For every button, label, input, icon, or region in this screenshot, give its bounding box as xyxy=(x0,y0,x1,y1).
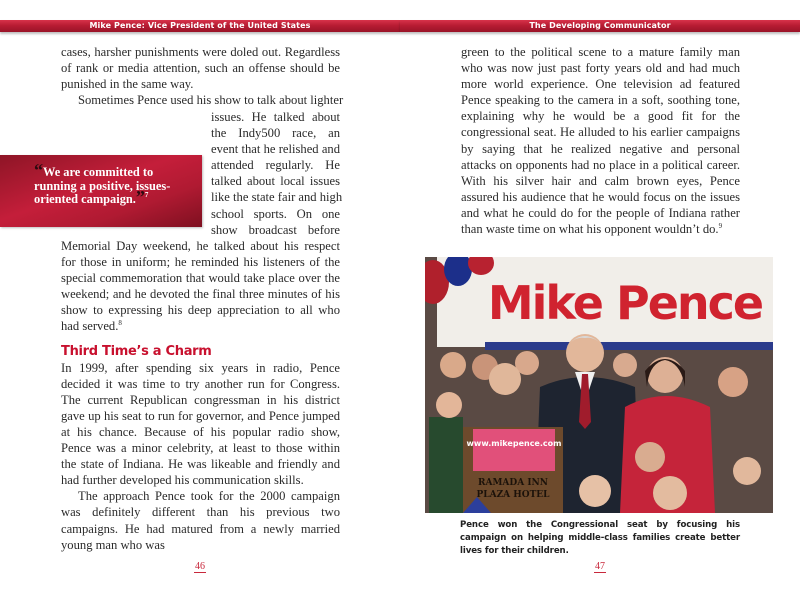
page-number-right xyxy=(400,561,800,572)
person-head xyxy=(440,352,466,378)
child-head xyxy=(733,457,761,485)
child-head xyxy=(653,476,687,510)
right-page xyxy=(400,0,800,600)
wrap-line: issues. He talked about xyxy=(211,110,340,124)
body-text-continuation xyxy=(61,238,340,553)
footnote-ref-8: 8 xyxy=(118,319,122,328)
pull-quote-footnote: 7 xyxy=(144,191,149,200)
paragraph: In 1999, after spending six years in radio, Pence decided it was time to try another run for Congress. The current Republican congressman in his district gave up his seat to run for governor, and Pence jumped at his chance. Because of his popular radio show, Pence was a minor celebrity, at least to those within the state of Indiana. He was likeable and friendly and had further developed his communication skills. xyxy=(61,360,340,488)
person-head xyxy=(613,353,637,377)
podium-sign xyxy=(473,429,555,471)
wrap-line: talked about local issues xyxy=(211,174,340,189)
wrap-line: the Indy500 race, an xyxy=(211,126,340,141)
running-head-left: Mike Pence: Vice President of the United States xyxy=(0,20,400,32)
wrapped-text-column xyxy=(211,109,343,238)
banner-stripe xyxy=(485,342,773,350)
close-quote-mark: ” xyxy=(135,187,145,208)
campaign-photo-illustration xyxy=(425,257,773,513)
open-quote-mark: “ xyxy=(34,160,43,180)
wrap-line: show broadcast before xyxy=(211,222,340,237)
person-head xyxy=(647,357,683,393)
paragraph: cases, harsher punishments were doled out. Regardless of rank or media attention, such an offense should be punished in the same way. xyxy=(61,45,340,92)
paragraph-text: Memorial Day weekend, he talked about his respect for those in uniform; he reminded his listeners of the special commemoration that would take place over the weekend; and he devoted the final three minutes of his show to expressing his deep appreciation to all who had served. xyxy=(61,239,340,334)
photo-caption: Pence won the Congressional seat by focusing his campaign on helping middle-class families create better lives for their children. xyxy=(460,520,740,556)
green-sweater xyxy=(429,417,463,513)
page-number-left xyxy=(0,561,400,572)
wrap-line: attended regularly. He xyxy=(211,158,340,173)
pull-quote-text: We are committed to running a positive, issues-oriented campaign. xyxy=(34,165,171,207)
wrap-intro: Sometimes Pence used his show to talk about lighter xyxy=(78,93,344,108)
wrap-line: school sports. On one xyxy=(211,206,340,221)
paragraph: The approach Pence took for the 2000 campaign was definitely different than his previous two campaigns. He had matured from a newly married young man who was xyxy=(61,489,340,552)
person-head xyxy=(718,367,748,397)
child-head xyxy=(579,475,611,507)
page-number-text: 46 xyxy=(195,561,205,572)
section-heading: Third Time’s a Charm xyxy=(61,343,212,359)
child-head xyxy=(436,392,462,418)
paragraph xyxy=(61,238,340,335)
wrap-line: event that he relished and xyxy=(211,142,340,157)
footnote-ref-9: 9 xyxy=(718,222,723,231)
paragraph xyxy=(461,44,740,237)
page-number-text: 47 xyxy=(595,561,605,572)
wrap-line: like the state fair and high xyxy=(211,190,343,205)
body-text-right xyxy=(461,44,740,237)
banner-text: Mike Pence xyxy=(487,276,763,330)
running-head-right: The Developing Communicator xyxy=(400,20,800,32)
body-text-top xyxy=(61,44,344,108)
person-head xyxy=(489,363,521,395)
campaign-photo xyxy=(425,257,773,513)
podium-text-2: PLAZA HOTEL xyxy=(476,490,550,500)
podium-sign-text: www.mikepence.com xyxy=(466,439,562,448)
candidate-head xyxy=(566,334,604,372)
paragraph-text: green to the political scene to a mature family man who was now just past forty years old and had much more world experience. One television ad featured Pence speaking to the camera in a soft, soothing tone, explaining why he would be a good fit for the congressional seat. He alluded to his earlier campaigns by saying that he realized negative and personal attacks on opponents had no place in a political career. With his silver hair and calm brown eyes, Pence assured his audience that he would focus on the issues and what he could do for the people of Indiana rather than waste time on what his opponent wouldn’t do. xyxy=(461,45,740,237)
pull-quote-body xyxy=(34,160,198,208)
podium-text-1: RAMADA INN xyxy=(478,478,548,488)
child-head xyxy=(635,442,665,472)
pull-quote xyxy=(0,155,202,227)
